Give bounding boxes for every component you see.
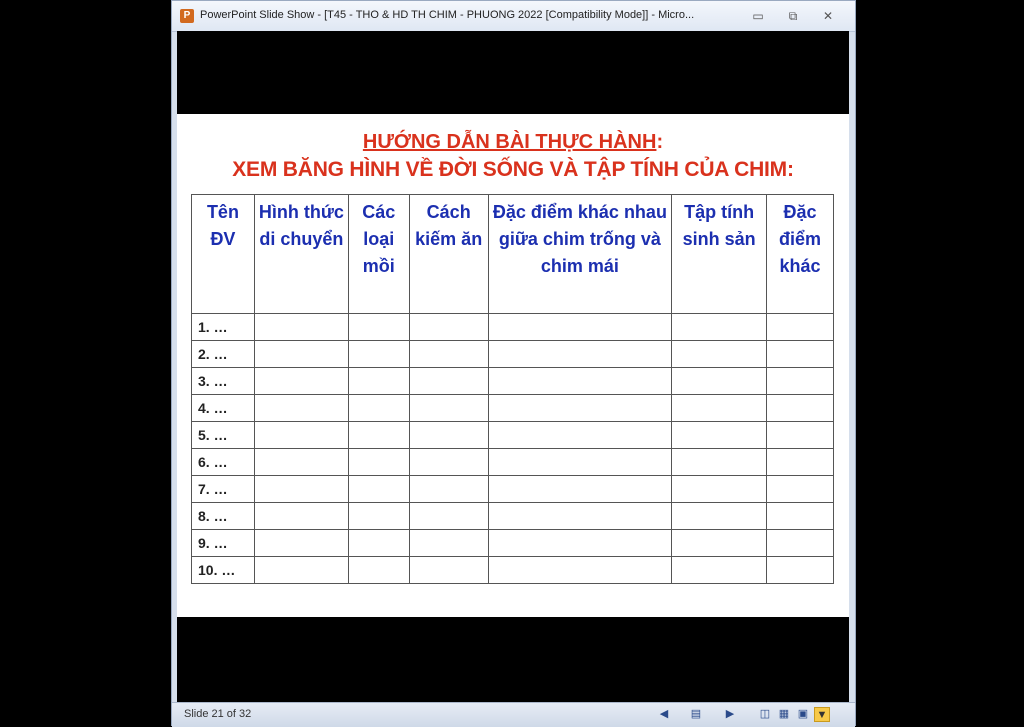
table-cell [767,530,834,557]
table-cell [488,395,672,422]
slide-indicator: Slide 21 of 32 [184,708,252,720]
table-row [192,530,834,557]
table-cell [254,341,348,368]
close-button[interactable]: ✕ [822,9,834,23]
table-cell [254,368,348,395]
table-cell [409,341,488,368]
slide-subheading: XEM BĂNG HÌNH VỀ ĐỜI SỐNG VÀ TẬP TÍNH CỦA CHIM: [232,158,794,181]
menu-icon[interactable]: ▤ [690,708,702,720]
table-cell [254,395,348,422]
table-cell [488,341,672,368]
table-cell [672,476,767,503]
table-cell [672,341,767,368]
table-cell [348,449,409,476]
prev-arrow-icon[interactable]: ◀ [659,708,669,720]
next-arrow-icon[interactable]: ▶ [725,708,735,720]
status-bar [172,702,855,727]
table-cell [767,422,834,449]
table-cell [254,557,348,584]
row-number-cell: 1. … [192,314,255,341]
table-cell [767,557,834,584]
table-cell [254,503,348,530]
table-cell [348,557,409,584]
table-cell [488,476,672,503]
table-cell [409,503,488,530]
table-cell [672,503,767,530]
table-cell [348,476,409,503]
table-cell [348,341,409,368]
header-other-features: Đặc điểm khác [767,195,834,314]
table-cell [254,422,348,449]
slideshow-icon[interactable]: ▼ [814,707,830,722]
slide-heading [177,131,849,154]
row-number-cell: 3. … [192,368,255,395]
row-number-cell: 6. … [192,449,255,476]
table-row [192,557,834,584]
table-row [192,395,834,422]
table-cell [767,476,834,503]
table-cell [488,449,672,476]
table-cell [672,530,767,557]
window-title: PowerPoint Slide Show - [T45 - THO & HD TH CHIM - PHUONG 2022 [Compatibility Mode]] - Micro... [200,9,695,21]
table-cell [254,476,348,503]
table-cell [254,449,348,476]
table-row [192,341,834,368]
table-cell [409,368,488,395]
table-cell [488,557,672,584]
table-row [192,449,834,476]
slide-sorter-icon[interactable]: ▦ [778,708,790,720]
header-prey-types: Các loại mồi [348,195,409,314]
slide-heading-colon: : [656,131,664,153]
title-bar[interactable] [172,1,855,32]
table-cell [348,503,409,530]
table-cell [348,368,409,395]
header-animal-name: Tên ĐV [192,195,255,314]
table-cell [488,503,672,530]
table-cell [488,530,672,557]
header-movement: Hình thức di chuyển [254,195,348,314]
table-cell [767,503,834,530]
row-number-cell: 5. … [192,422,255,449]
table-cell [767,395,834,422]
table-cell [348,395,409,422]
table-row [192,422,834,449]
table-header-row [192,195,834,314]
table-cell [767,341,834,368]
table-cell [348,422,409,449]
table-cell [672,422,767,449]
table-cell [254,530,348,557]
observation-table [191,194,834,584]
header-feeding: Cách kiếm ăn [409,195,488,314]
normal-view-icon[interactable]: ◫ [759,708,771,720]
table-cell [672,395,767,422]
reading-view-icon[interactable]: ▣ [797,708,809,720]
table-cell [409,314,488,341]
table-cell [409,557,488,584]
table-cell [348,530,409,557]
minimize-button[interactable]: ▭ [752,9,764,23]
table-cell [409,395,488,422]
table-row [192,476,834,503]
slide[interactable] [177,114,849,617]
slide-show-area[interactable] [177,31,849,702]
table-cell [409,449,488,476]
table-cell [767,368,834,395]
table-row [192,314,834,341]
table-cell [488,314,672,341]
table-cell [672,314,767,341]
table-cell [672,368,767,395]
row-number-cell: 8. … [192,503,255,530]
table-row [192,503,834,530]
table-cell [672,557,767,584]
row-number-cell: 10. … [192,557,255,584]
table-cell [348,314,409,341]
powerpoint-app-icon[interactable]: P [180,9,194,23]
table-cell [409,422,488,449]
header-male-female-differences: Đặc điểm khác nhau giữa chim trống và chim mái [488,195,672,314]
row-number-cell: 2. … [192,341,255,368]
row-number-cell: 7. … [192,476,255,503]
slide-heading-main: HƯỚNG DẪN BÀI THỰC HÀNH [362,131,657,153]
table-cell [488,368,672,395]
table-cell [409,530,488,557]
row-number-cell: 9. … [192,530,255,557]
table-cell [767,449,834,476]
table-cell [488,422,672,449]
table-row [192,368,834,395]
restore-button[interactable]: ⧉ [788,9,798,23]
header-breeding-behavior: Tập tính sinh sản [672,195,767,314]
powerpoint-window [171,0,856,726]
row-number-cell: 4. … [192,395,255,422]
table-cell [767,314,834,341]
table-cell [672,449,767,476]
table-cell [409,476,488,503]
table-cell [254,314,348,341]
